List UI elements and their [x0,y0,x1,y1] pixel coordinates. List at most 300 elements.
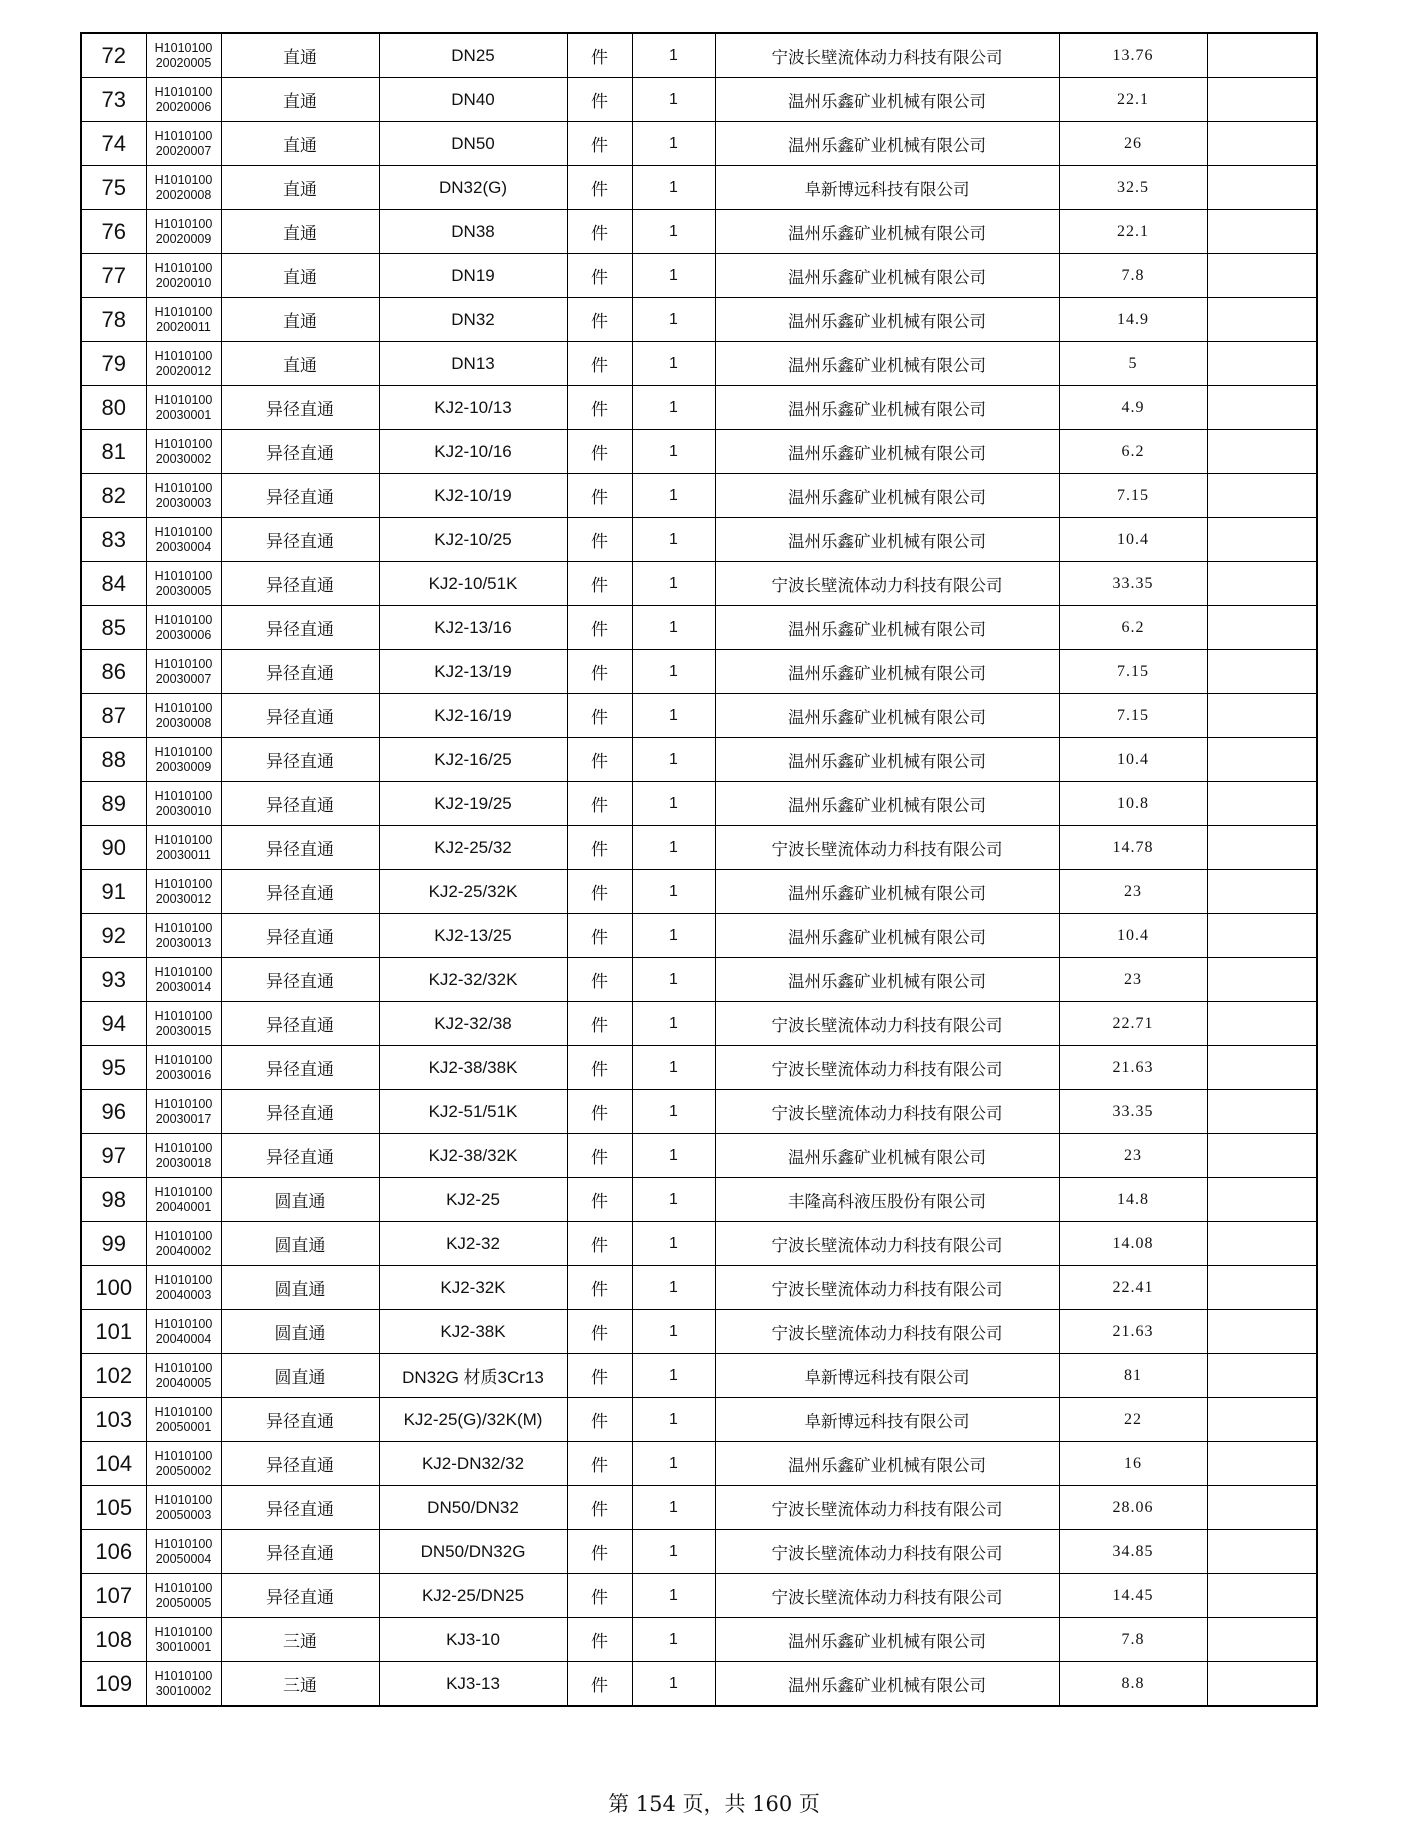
seq-cell: 93 [81,958,146,1002]
code-cell-line: H1010100 [154,1272,213,1287]
seq-cell: 87 [81,694,146,738]
qty-cell: 1 [632,1134,715,1178]
unit-cell: 件 [567,474,632,518]
remark-cell [1207,1266,1317,1310]
code-cell [146,122,221,166]
seq-cell: 107 [81,1574,146,1618]
seq-cell: 96 [81,1090,146,1134]
code-cell [146,210,221,254]
unit-cell: 件 [567,1662,632,1707]
table-row [81,518,1317,562]
seq-cell: 80 [81,386,146,430]
name-cell: 异径直通 [221,826,379,870]
qty-cell: 1 [632,1530,715,1574]
supplier-cell: 温州乐鑫矿业机械有限公司 [715,958,1059,1002]
qty-cell: 1 [632,606,715,650]
name-cell: 异径直通 [221,606,379,650]
name-cell: 直通 [221,298,379,342]
spec-cell: KJ2-13/25 [379,914,567,958]
code-cell-line: H1010100 [154,964,213,979]
price-cell: 22 [1059,1398,1207,1442]
name-cell: 直通 [221,342,379,386]
price-cell: 34.85 [1059,1530,1207,1574]
name-cell: 直通 [221,78,379,122]
table-row [81,342,1317,386]
price-cell: 7.15 [1059,650,1207,694]
code-cell-line: 30010002 [155,1683,212,1698]
unit-cell: 件 [567,1222,632,1266]
qty-cell: 1 [632,1662,715,1707]
supplier-cell: 宁波长壁流体动力科技有限公司 [715,1002,1059,1046]
code-cell-line: H1010100 [154,260,213,275]
remark-cell [1207,914,1317,958]
code-cell-line: H1010100 [154,788,213,803]
seq-cell: 104 [81,1442,146,1486]
price-cell: 23 [1059,1134,1207,1178]
spec-cell: DN50/DN32 [379,1486,567,1530]
spec-cell: KJ2-10/19 [379,474,567,518]
seq-cell: 72 [81,33,146,78]
code-cell-line: 20020007 [155,143,212,158]
code-cell-line: H1010100 [154,1096,213,1111]
unit-cell: 件 [567,254,632,298]
price-cell: 33.35 [1059,562,1207,606]
remark-cell [1207,826,1317,870]
code-cell-line: H1010100 [154,1360,213,1375]
price-cell: 7.8 [1059,1618,1207,1662]
code-cell [146,166,221,210]
code-cell-line: H1010100 [154,1536,213,1551]
name-cell: 异径直通 [221,694,379,738]
code-cell-line: 20030003 [155,495,212,510]
price-cell: 23 [1059,870,1207,914]
code-cell [146,1530,221,1574]
supplier-cell: 温州乐鑫矿业机械有限公司 [715,430,1059,474]
code-cell-line: 20040005 [155,1375,212,1390]
name-cell: 三通 [221,1662,379,1707]
name-cell: 异径直通 [221,474,379,518]
table-row [81,694,1317,738]
name-cell: 异径直通 [221,782,379,826]
remark-cell [1207,122,1317,166]
qty-cell: 1 [632,914,715,958]
spec-cell: KJ2-10/16 [379,430,567,474]
name-cell: 圆直通 [221,1222,379,1266]
code-cell-line: 20030009 [155,759,212,774]
supplier-cell: 温州乐鑫矿业机械有限公司 [715,78,1059,122]
supplier-cell: 温州乐鑫矿业机械有限公司 [715,1618,1059,1662]
qty-cell: 1 [632,1178,715,1222]
qty-cell: 1 [632,562,715,606]
code-cell [146,1442,221,1486]
price-cell: 32.5 [1059,166,1207,210]
code-cell [146,826,221,870]
remark-cell [1207,870,1317,914]
qty-cell: 1 [632,210,715,254]
unit-cell: 件 [567,386,632,430]
table-row [81,166,1317,210]
supplier-cell: 温州乐鑫矿业机械有限公司 [715,342,1059,386]
seq-cell: 81 [81,430,146,474]
name-cell: 异径直通 [221,958,379,1002]
table-row [81,606,1317,650]
code-cell-line: H1010100 [154,1008,213,1023]
code-cell-line: H1010100 [154,348,213,363]
unit-cell: 件 [567,1002,632,1046]
price-cell: 6.2 [1059,430,1207,474]
seq-cell: 75 [81,166,146,210]
name-cell: 异径直通 [221,870,379,914]
code-cell-line: 20030006 [155,627,212,642]
remark-cell [1207,562,1317,606]
table-row [81,1222,1317,1266]
code-cell-line: H1010100 [154,832,213,847]
code-cell [146,254,221,298]
spec-cell: DN32G 材质3Cr13 [379,1354,567,1398]
code-cell [146,1310,221,1354]
table-row [81,1354,1317,1398]
code-cell [146,298,221,342]
remark-cell [1207,1222,1317,1266]
name-cell: 圆直通 [221,1178,379,1222]
table-row [81,1530,1317,1574]
code-cell [146,1662,221,1707]
name-cell: 圆直通 [221,1354,379,1398]
name-cell: 异径直通 [221,1090,379,1134]
name-cell: 异径直通 [221,1046,379,1090]
remark-cell [1207,1442,1317,1486]
table-row [81,1002,1317,1046]
code-cell-line: 20020005 [155,55,212,70]
table-row [81,1046,1317,1090]
unit-cell: 件 [567,1046,632,1090]
code-cell-line: 30010001 [155,1639,212,1654]
name-cell: 三通 [221,1618,379,1662]
code-cell-line: 20030008 [155,715,212,730]
qty-cell: 1 [632,1442,715,1486]
seq-cell: 78 [81,298,146,342]
qty-cell: 1 [632,1486,715,1530]
name-cell: 异径直通 [221,738,379,782]
supplier-cell: 温州乐鑫矿业机械有限公司 [715,1442,1059,1486]
price-cell: 33.35 [1059,1090,1207,1134]
table-row [81,1090,1317,1134]
unit-cell: 件 [567,1354,632,1398]
price-cell: 10.4 [1059,914,1207,958]
seq-cell: 103 [81,1398,146,1442]
code-cell-line: H1010100 [154,480,213,495]
spec-cell: KJ2-32/38 [379,1002,567,1046]
name-cell: 圆直通 [221,1310,379,1354]
spec-cell: KJ2-10/51K [379,562,567,606]
table-row [81,33,1317,78]
page-footer: 第 154 页，共 160 页 [608,1792,820,1816]
name-cell: 异径直通 [221,650,379,694]
price-cell: 8.8 [1059,1662,1207,1707]
price-cell: 14.9 [1059,298,1207,342]
table-row [81,430,1317,474]
unit-cell: 件 [567,1574,632,1618]
code-cell [146,1178,221,1222]
seq-cell: 73 [81,78,146,122]
unit-cell: 件 [567,1398,632,1442]
name-cell: 异径直通 [221,1574,379,1618]
code-cell-line: 20030017 [155,1111,212,1126]
price-cell: 13.76 [1059,33,1207,78]
code-cell-line: 20030018 [155,1155,212,1170]
supplier-cell: 温州乐鑫矿业机械有限公司 [715,1134,1059,1178]
name-cell: 异径直通 [221,386,379,430]
code-cell-line: 20020009 [155,231,212,246]
remark-cell [1207,1310,1317,1354]
unit-cell: 件 [567,1442,632,1486]
seq-cell: 105 [81,1486,146,1530]
spec-cell: DN38 [379,210,567,254]
qty-cell: 1 [632,254,715,298]
spec-cell: KJ2-13/19 [379,650,567,694]
spec-cell: DN32 [379,298,567,342]
supplier-cell: 宁波长壁流体动力科技有限公司 [715,33,1059,78]
supplier-cell: 温州乐鑫矿业机械有限公司 [715,914,1059,958]
price-cell: 6.2 [1059,606,1207,650]
spec-cell: KJ3-13 [379,1662,567,1707]
unit-cell: 件 [567,694,632,738]
spec-cell: DN19 [379,254,567,298]
price-cell: 14.08 [1059,1222,1207,1266]
name-cell: 直通 [221,166,379,210]
name-cell: 异径直通 [221,430,379,474]
price-cell: 14.78 [1059,826,1207,870]
qty-cell: 1 [632,298,715,342]
price-cell: 10.8 [1059,782,1207,826]
code-cell-line: H1010100 [154,1316,213,1331]
supplier-cell: 温州乐鑫矿业机械有限公司 [715,298,1059,342]
remark-cell [1207,738,1317,782]
table-row [81,298,1317,342]
unit-cell: 件 [567,738,632,782]
qty-cell: 1 [632,650,715,694]
spec-cell: KJ2-32 [379,1222,567,1266]
seq-cell: 77 [81,254,146,298]
code-cell-line: H1010100 [154,876,213,891]
price-cell: 14.8 [1059,1178,1207,1222]
price-cell: 22.1 [1059,78,1207,122]
seq-cell: 92 [81,914,146,958]
price-cell: 7.15 [1059,474,1207,518]
code-cell [146,1222,221,1266]
price-cell: 16 [1059,1442,1207,1486]
code-cell-line: 20040003 [155,1287,212,1302]
remark-cell [1207,1354,1317,1398]
code-cell [146,430,221,474]
spec-cell: KJ2-25(G)/32K(M) [379,1398,567,1442]
code-cell-line: 20030016 [155,1067,212,1082]
price-cell: 21.63 [1059,1046,1207,1090]
supplier-cell: 温州乐鑫矿业机械有限公司 [715,122,1059,166]
qty-cell: 1 [632,738,715,782]
seq-cell: 98 [81,1178,146,1222]
unit-cell: 件 [567,958,632,1002]
code-cell-line: 20020012 [155,363,212,378]
seq-cell: 90 [81,826,146,870]
spec-cell: KJ2-38K [379,1310,567,1354]
seq-cell: 106 [81,1530,146,1574]
supplier-cell: 温州乐鑫矿业机械有限公司 [715,254,1059,298]
spec-cell: KJ2-32K [379,1266,567,1310]
code-cell-line: H1010100 [154,1052,213,1067]
table-row [81,254,1317,298]
code-cell-line: H1010100 [154,920,213,935]
spec-cell: KJ2-19/25 [379,782,567,826]
unit-cell: 件 [567,826,632,870]
unit-cell: 件 [567,342,632,386]
supplier-cell: 宁波长壁流体动力科技有限公司 [715,562,1059,606]
seq-cell: 99 [81,1222,146,1266]
remark-cell [1207,1486,1317,1530]
name-cell: 直通 [221,122,379,166]
supplier-cell: 宁波长壁流体动力科技有限公司 [715,1046,1059,1090]
price-cell: 22.1 [1059,210,1207,254]
code-cell-line: H1010100 [154,128,213,143]
spec-cell: KJ2-25/DN25 [379,1574,567,1618]
code-cell-line: H1010100 [154,172,213,187]
seq-cell: 108 [81,1618,146,1662]
price-cell: 10.4 [1059,738,1207,782]
table-row [81,650,1317,694]
supplier-cell: 温州乐鑫矿业机械有限公司 [715,210,1059,254]
qty-cell: 1 [632,430,715,474]
remark-cell [1207,958,1317,1002]
code-cell [146,342,221,386]
spec-cell: KJ3-10 [379,1618,567,1662]
name-cell: 异径直通 [221,914,379,958]
code-cell-line: H1010100 [154,744,213,759]
supplier-cell: 宁波长壁流体动力科技有限公司 [715,1266,1059,1310]
code-cell [146,1002,221,1046]
unit-cell: 件 [567,518,632,562]
qty-cell: 1 [632,518,715,562]
remark-cell [1207,430,1317,474]
unit-cell: 件 [567,1618,632,1662]
table-row [81,210,1317,254]
spec-cell: DN50/DN32G [379,1530,567,1574]
code-cell [146,694,221,738]
code-cell-line: 20040001 [155,1199,212,1214]
code-cell [146,386,221,430]
table-row [81,782,1317,826]
supplier-cell: 温州乐鑫矿业机械有限公司 [715,738,1059,782]
code-cell-line: 20020008 [155,187,212,202]
unit-cell: 件 [567,562,632,606]
remark-cell [1207,1662,1317,1707]
unit-cell: 件 [567,1486,632,1530]
spec-cell: KJ2-51/51K [379,1090,567,1134]
supplier-cell: 阜新博远科技有限公司 [715,1354,1059,1398]
seq-cell: 74 [81,122,146,166]
supplier-cell: 丰隆高科液压股份有限公司 [715,1178,1059,1222]
table-row [81,870,1317,914]
qty-cell: 1 [632,342,715,386]
spec-cell: KJ2-16/25 [379,738,567,782]
code-cell-line: 20050004 [155,1551,212,1566]
spec-cell: KJ2-16/19 [379,694,567,738]
code-cell [146,782,221,826]
table-body [81,33,1317,1706]
seq-cell: 97 [81,1134,146,1178]
unit-cell: 件 [567,1090,632,1134]
remark-cell [1207,254,1317,298]
qty-cell: 1 [632,474,715,518]
code-cell-line: H1010100 [154,568,213,583]
unit-cell: 件 [567,1530,632,1574]
spec-cell: KJ2-25 [379,1178,567,1222]
code-cell-line: 20030011 [156,847,211,862]
code-cell-line: 20020006 [155,99,212,114]
supplier-cell: 阜新博远科技有限公司 [715,1398,1059,1442]
code-cell [146,78,221,122]
remark-cell [1207,1530,1317,1574]
unit-cell: 件 [567,122,632,166]
qty-cell: 1 [632,386,715,430]
code-cell [146,1398,221,1442]
code-cell-line: 20030001 [155,407,212,422]
code-cell-line: H1010100 [154,1404,213,1419]
supplier-cell: 温州乐鑫矿业机械有限公司 [715,606,1059,650]
table-row [81,826,1317,870]
code-cell-line: H1010100 [154,40,213,55]
unit-cell: 件 [567,1178,632,1222]
unit-cell: 件 [567,430,632,474]
code-cell-line: H1010100 [154,216,213,231]
table-row [81,1134,1317,1178]
name-cell: 异径直通 [221,1530,379,1574]
name-cell: 异径直通 [221,1442,379,1486]
code-cell-line: H1010100 [154,1668,213,1683]
code-cell-line: H1010100 [154,656,213,671]
spec-cell: DN40 [379,78,567,122]
qty-cell: 1 [632,1266,715,1310]
supplier-cell: 宁波长壁流体动力科技有限公司 [715,826,1059,870]
code-cell-line: H1010100 [154,612,213,627]
spec-cell: KJ2-38/38K [379,1046,567,1090]
table-row [81,1618,1317,1662]
spec-cell: KJ2-38/32K [379,1134,567,1178]
code-cell [146,958,221,1002]
code-cell-line: 20030002 [155,451,212,466]
spec-cell: KJ2-32/32K [379,958,567,1002]
remark-cell [1207,1002,1317,1046]
code-cell [146,518,221,562]
qty-cell: 1 [632,782,715,826]
remark-cell [1207,210,1317,254]
price-cell: 7.15 [1059,694,1207,738]
remark-cell [1207,1046,1317,1090]
supplier-cell: 温州乐鑫矿业机械有限公司 [715,782,1059,826]
remark-cell [1207,650,1317,694]
table-row [81,1178,1317,1222]
price-cell: 7.8 [1059,254,1207,298]
supplier-cell: 宁波长壁流体动力科技有限公司 [715,1530,1059,1574]
price-cell: 4.9 [1059,386,1207,430]
code-cell-line: H1010100 [154,84,213,99]
remark-cell [1207,342,1317,386]
seq-cell: 95 [81,1046,146,1090]
spec-cell: KJ2-25/32 [379,826,567,870]
qty-cell: 1 [632,1310,715,1354]
code-cell-line: H1010100 [154,1184,213,1199]
price-cell: 22.41 [1059,1266,1207,1310]
table-row [81,78,1317,122]
